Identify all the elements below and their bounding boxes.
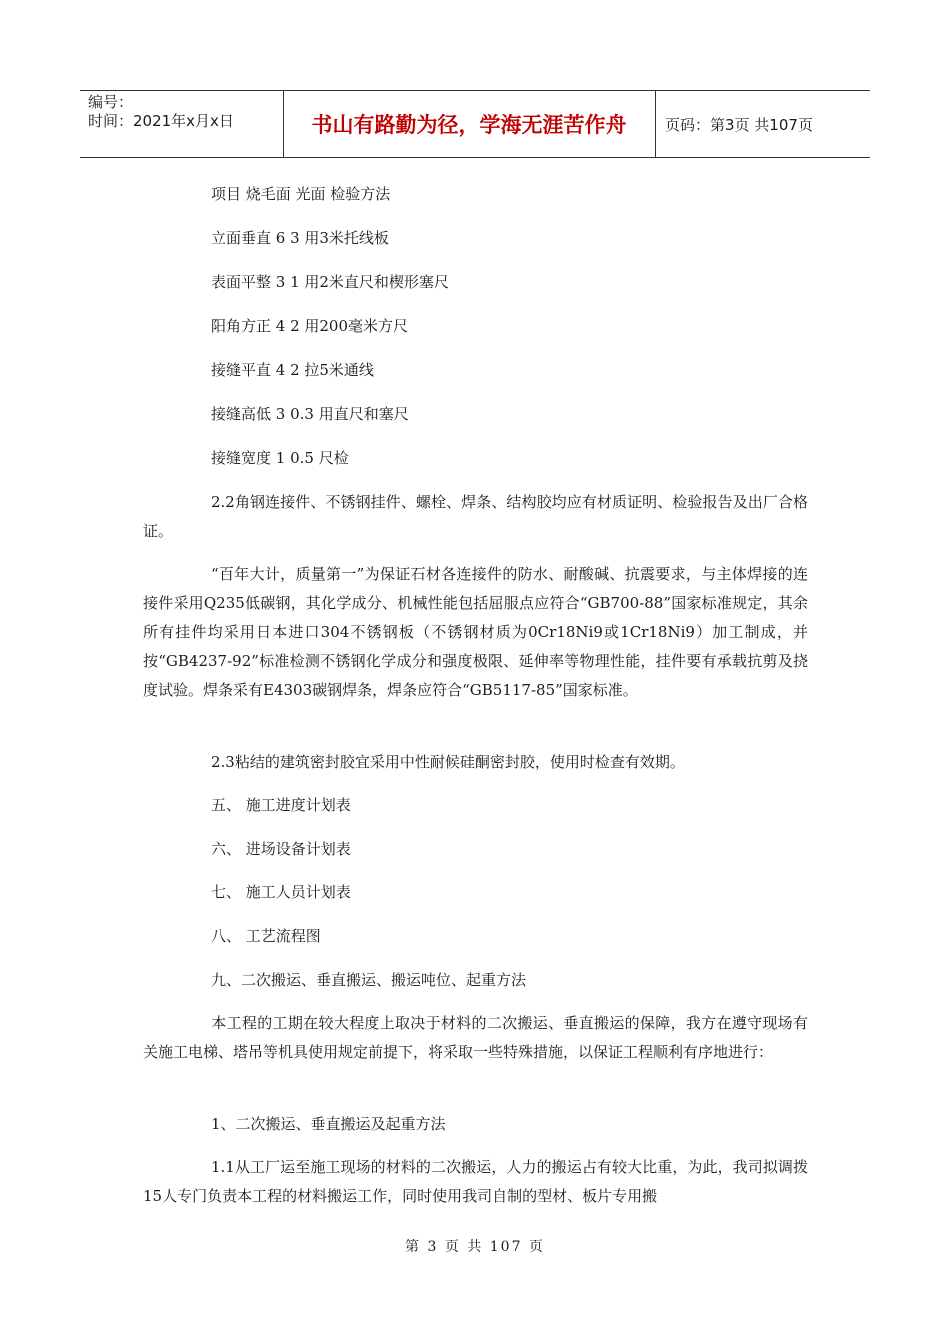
paragraph-1-1: 1.1从工厂运至施工现场的材料的二次搬运，人力的搬运占有较大比重，为此，我司拟调拨15人专门负责本工程的材料搬运工作，同时使用我司自制的型材、板片专用搬 — [143, 1158, 808, 1205]
table-line: 表面平整 3 1 用2米直尺和楔形塞尺 — [211, 273, 449, 291]
paragraph-2-2: 2.2角钢连接件、不锈钢挂件、螺栓、焊条、结构胶均应有材质证明、检验报告及出厂合格证。 — [143, 493, 808, 540]
paragraph-2-3: 2.3粘结的建筑密封胶宜采用中性耐候硅酮密封胶，使用时检查有效期。 — [211, 753, 685, 771]
header-page-info: 页码：第3页 共107页 — [665, 115, 813, 134]
date-label: 时间：2021年x月x日 — [88, 112, 234, 130]
paragraph-intro: 本工程的工期在较大程度上取决于材料的二次搬运、垂直搬运的保障，我方在遵守现场有关施工电梯、塔吊等机具使用规定前提下，将采取一些特殊措施，以保证工程顺利有序地进行： — [143, 1014, 808, 1061]
table-line: 接缝平直 4 2 拉5米通线 — [211, 361, 374, 379]
table-line: 项目 烧毛面 光面 检验方法 — [211, 185, 391, 203]
section-heading-9: 九、二次搬运、垂直搬运、搬运吨位、起重方法 — [211, 971, 527, 989]
section-heading-8: 八、 工艺流程图 — [211, 927, 321, 945]
table-line: 接缝高低 3 0.3 用直尺和塞尺 — [211, 405, 409, 423]
page-footer: 第 3 页 共 107 页 — [405, 1239, 545, 1255]
doc-number-label: 编号： — [88, 93, 134, 111]
section-heading-6: 六、 进场设备计划表 — [211, 840, 351, 858]
subsection-heading-1: 1、二次搬运、垂直搬运及起重方法 — [211, 1115, 446, 1133]
paragraph-quality: “百年大计，质量第一”为保证石材各连接件的防水、耐酸碱、抗震要求，与主体焊接的连接件采用Q235低碳钢，其化学成分、机械性能包括屈服点应符合“GB700-88”国家标准规定，其余所有挂件均采用日本进口304不锈钢板（不锈钢材质为0Cr18Ni9或1Cr18Ni9）加工制成，并按“GB4237-92”标准检测不锈钢化学成分和强度极限、延伸率等物理性能，挂件要有承载抗剪及挠度试验。焊条采有E4303碳钢焊条，焊条应符合“GB5117-85”国家标准。 — [143, 565, 808, 699]
section-heading-5: 五、 施工进度计划表 — [211, 796, 351, 814]
page-header — [80, 90, 870, 158]
table-line: 接缝宽度 1 0.5 尺检 — [211, 449, 349, 467]
table-line: 立面垂直 6 3 用3米托线板 — [211, 229, 389, 247]
table-line: 阳角方正 4 2 用200毫米方尺 — [211, 317, 409, 335]
header-divider — [655, 91, 656, 157]
header-left — [88, 93, 283, 131]
header-motto: 书山有路勤为径，学海无涯苦作舟 — [311, 113, 627, 137]
section-heading-7: 七、 施工人员计划表 — [211, 883, 351, 901]
